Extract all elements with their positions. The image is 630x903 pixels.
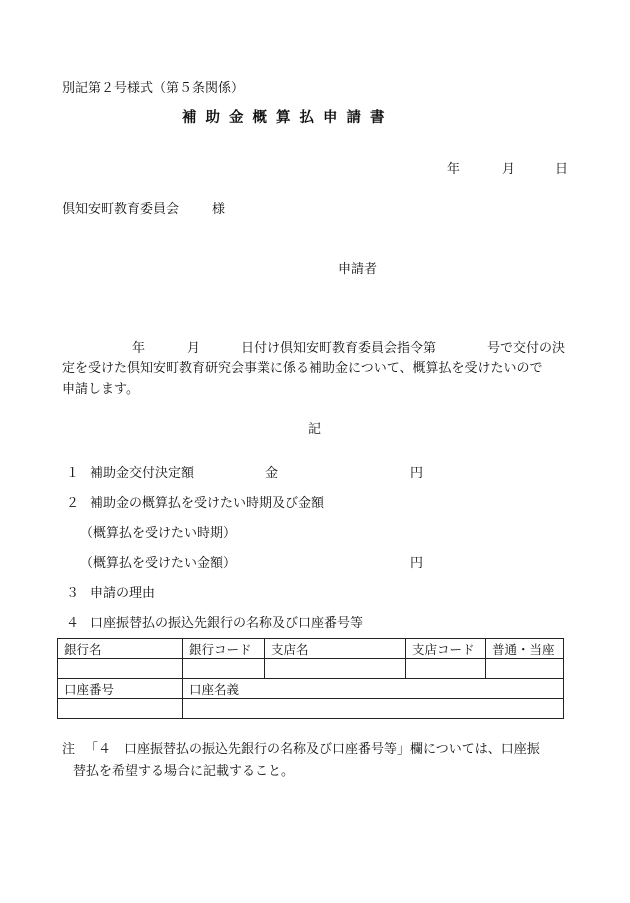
- body-line-3: 申請します。: [62, 382, 139, 397]
- body-year: 年: [132, 341, 146, 356]
- ki-heading: 記: [308, 422, 322, 437]
- date-year: 年: [447, 162, 461, 177]
- branch-name-cell[interactable]: [265, 659, 406, 679]
- account-header-row: [58, 679, 564, 699]
- bank-account-table: [57, 638, 564, 719]
- date-month: 月: [502, 162, 516, 177]
- item2-number: ２: [66, 496, 80, 511]
- account-type-cell[interactable]: [486, 659, 564, 679]
- item2-label: 補助金の概算払を受けたい時期及び金額: [90, 496, 325, 511]
- item4-label: 口座振替払の振込先銀行の名称及び口座番号等: [90, 616, 364, 631]
- item1-number: １: [66, 466, 80, 481]
- item3-label: 申請の理由: [90, 586, 156, 601]
- bank-code-cell[interactable]: [183, 659, 265, 679]
- note-prefix: 注: [62, 742, 76, 757]
- item1-label: 補助金交付決定額: [90, 466, 195, 481]
- item2-sub-timing: （概算払を受けたい時期）: [80, 526, 237, 541]
- branch-name-header: 支店名: [265, 639, 406, 659]
- note-line-1: 「４ 口座振替払の振込先銀行の名称及び口座番号等」欄については、口座振: [85, 742, 540, 757]
- item4-number: ４: [66, 616, 80, 631]
- branch-code-header: 支店コード: [406, 639, 486, 659]
- item1-yen: 円: [410, 466, 424, 481]
- account-number-cell[interactable]: [58, 699, 183, 719]
- applicant-label: 申請者: [338, 262, 378, 277]
- item2-yen: 円: [410, 556, 424, 571]
- account-holder-cell[interactable]: [183, 699, 564, 719]
- bank-code-header: 銀行コード: [183, 639, 265, 659]
- form-label: 別記第２号様式（第５条関係）: [62, 81, 245, 96]
- addressee: 倶知安町教育委員会: [62, 202, 180, 217]
- account-type-header: 普通・当座: [486, 639, 564, 659]
- item1-kin: 金: [265, 466, 279, 481]
- body-month: 月: [187, 341, 201, 356]
- bank-input-row: [58, 659, 564, 679]
- document-title: 補助金概算払申請書: [182, 109, 394, 126]
- bank-name-cell[interactable]: [58, 659, 183, 679]
- note-line-2: 替払を希望する場合に記載すること。: [73, 764, 295, 779]
- account-holder-header: 口座名義: [183, 679, 564, 699]
- date-day: 日: [555, 162, 569, 177]
- account-input-row: [58, 699, 564, 719]
- bank-name-header: 銀行名: [58, 639, 183, 659]
- body-line-2: 定を受けた倶知安町教育研究会事業に係る補助金について、概算払を受けたいので: [62, 361, 543, 376]
- body-middle-text: 日付け倶知安町教育委員会指令第: [241, 341, 437, 356]
- branch-code-cell[interactable]: [406, 659, 486, 679]
- account-number-header: 口座番号: [58, 679, 183, 699]
- honorific: 様: [212, 202, 226, 217]
- item3-number: ３: [66, 586, 80, 601]
- body-number-suffix: 号で交付の決: [487, 341, 566, 356]
- bank-header-row: [58, 639, 564, 659]
- item2-sub-amount: （概算払を受けたい金額）: [80, 556, 237, 571]
